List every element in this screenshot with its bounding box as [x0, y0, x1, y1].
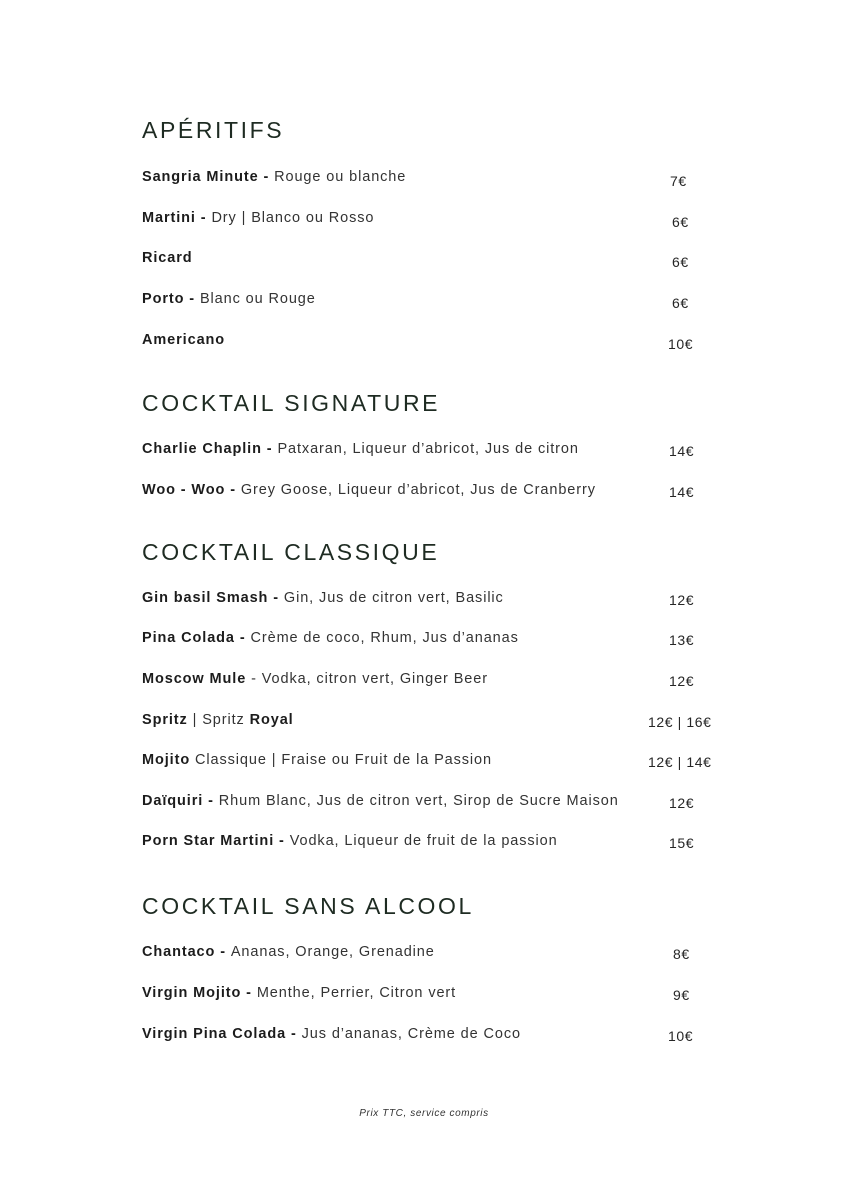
item-description: Crème de coco, Rhum, Jus d’ananas	[250, 630, 519, 646]
item-price: 12€	[669, 795, 695, 811]
item-description: Blanc ou Rouge	[199, 291, 316, 307]
item-name: Ricard	[142, 250, 193, 266]
menu-item	[142, 289, 722, 309]
menu-item	[142, 480, 722, 500]
item-description: Rouge ou blanche	[274, 169, 407, 185]
item-name: Pina Colada	[142, 630, 235, 646]
menu-item	[142, 208, 722, 228]
item-description: Classique | Fraise ou Fruit de la Passion	[190, 752, 492, 768]
item-description: Jus d’ananas, Crème de Coco	[301, 1026, 521, 1042]
item-separator: -	[203, 793, 219, 809]
menu-item	[142, 750, 722, 770]
item-price: 15€	[669, 835, 695, 851]
item-separator: -	[246, 671, 262, 687]
menu-item	[142, 330, 722, 350]
item-name: Virgin Mojito	[142, 985, 242, 1001]
item-separator: -	[225, 482, 241, 498]
item-price: 6€	[672, 295, 689, 311]
item-price: 12€ | 14€	[648, 754, 712, 770]
item-name: Moscow Mule	[142, 671, 247, 687]
item-description: Rhum Blanc, Jus de citron vert, Sirop de Sucre Maison	[218, 793, 619, 809]
item-name: Porto	[142, 291, 185, 307]
item-price: 6€	[672, 214, 689, 230]
item-price: 14€	[669, 484, 695, 500]
item-name: Porn Star Martini	[142, 833, 275, 849]
footer-note: Prix TTC, service compris	[359, 1108, 489, 1119]
item-name: Martini	[142, 210, 196, 226]
menu-item	[142, 628, 722, 648]
menu-item	[142, 710, 722, 730]
menu-item	[142, 942, 722, 962]
item-description: Patxaran, Liqueur d’abricot, Jus de citron	[277, 441, 579, 457]
menu-item	[142, 439, 722, 459]
item-name: Daïquiri	[142, 793, 204, 809]
item-separator: -	[234, 630, 251, 646]
item-description: Vodka, Liqueur de fruit de la passion	[289, 833, 558, 849]
item-name: Mojito	[142, 752, 191, 768]
item-separator: -	[261, 441, 278, 457]
item-separator: -	[274, 833, 290, 849]
item-separator: -	[286, 1026, 302, 1042]
item-name: Gin basil Smash	[142, 590, 269, 606]
menu-item	[142, 669, 722, 689]
item-price: 13€	[669, 632, 695, 648]
menu-item	[142, 167, 722, 187]
item-name: Woo - Woo	[142, 482, 226, 498]
item-name: Spritz	[142, 712, 188, 728]
item-variant-text: | Spritz	[187, 712, 250, 728]
item-price: 12€	[669, 673, 695, 689]
item-description: Menthe, Perrier, Citron vert	[256, 985, 457, 1001]
item-price: 8€	[673, 946, 690, 962]
item-price: 10€	[668, 1028, 694, 1044]
section-title-classique: COCKTAIL CLASSIQUE	[142, 539, 440, 565]
item-price: 10€	[668, 336, 694, 352]
item-separator: -	[195, 210, 212, 226]
item-name: Sangria Minute	[142, 169, 259, 185]
item-separator: -	[268, 590, 284, 606]
item-separator: -	[241, 985, 257, 1001]
item-price: 12€ | 16€	[648, 714, 712, 730]
item-price: 6€	[672, 254, 689, 270]
item-name-variant: Royal	[249, 712, 294, 728]
item-description: Vodka, citron vert, Ginger Beer	[261, 671, 488, 687]
menu-item	[142, 983, 722, 1003]
item-name: Americano	[142, 332, 226, 348]
item-separator: -	[258, 169, 275, 185]
section-title-aperitifs: APÉRITIFS	[142, 117, 285, 143]
section-title-sans-alcool: COCKTAIL SANS ALCOOL	[142, 893, 474, 919]
section-title-signature: COCKTAIL SIGNATURE	[142, 390, 441, 416]
menu-item	[142, 831, 722, 851]
menu-item	[142, 791, 722, 811]
item-description: Ananas, Orange, Grenadine	[230, 944, 435, 960]
item-separator: -	[215, 944, 231, 960]
item-separator: -	[184, 291, 200, 307]
menu-item	[142, 248, 722, 268]
menu-item	[142, 1024, 722, 1044]
item-price: 7€	[670, 173, 687, 189]
item-name: Virgin Pina Colada	[142, 1026, 287, 1042]
menu-item	[142, 588, 722, 608]
item-price: 14€	[669, 443, 695, 459]
item-name: Chantaco	[142, 944, 216, 960]
item-description: Gin, Jus de citron vert, Basilic	[283, 590, 504, 606]
item-price: 9€	[673, 987, 690, 1003]
item-price: 12€	[669, 592, 695, 608]
item-description: Grey Goose, Liqueur d’abricot, Jus de Cranberry	[240, 482, 596, 498]
item-description: Dry | Blanco ou Rosso	[211, 210, 375, 226]
item-name: Charlie Chaplin	[142, 441, 262, 457]
